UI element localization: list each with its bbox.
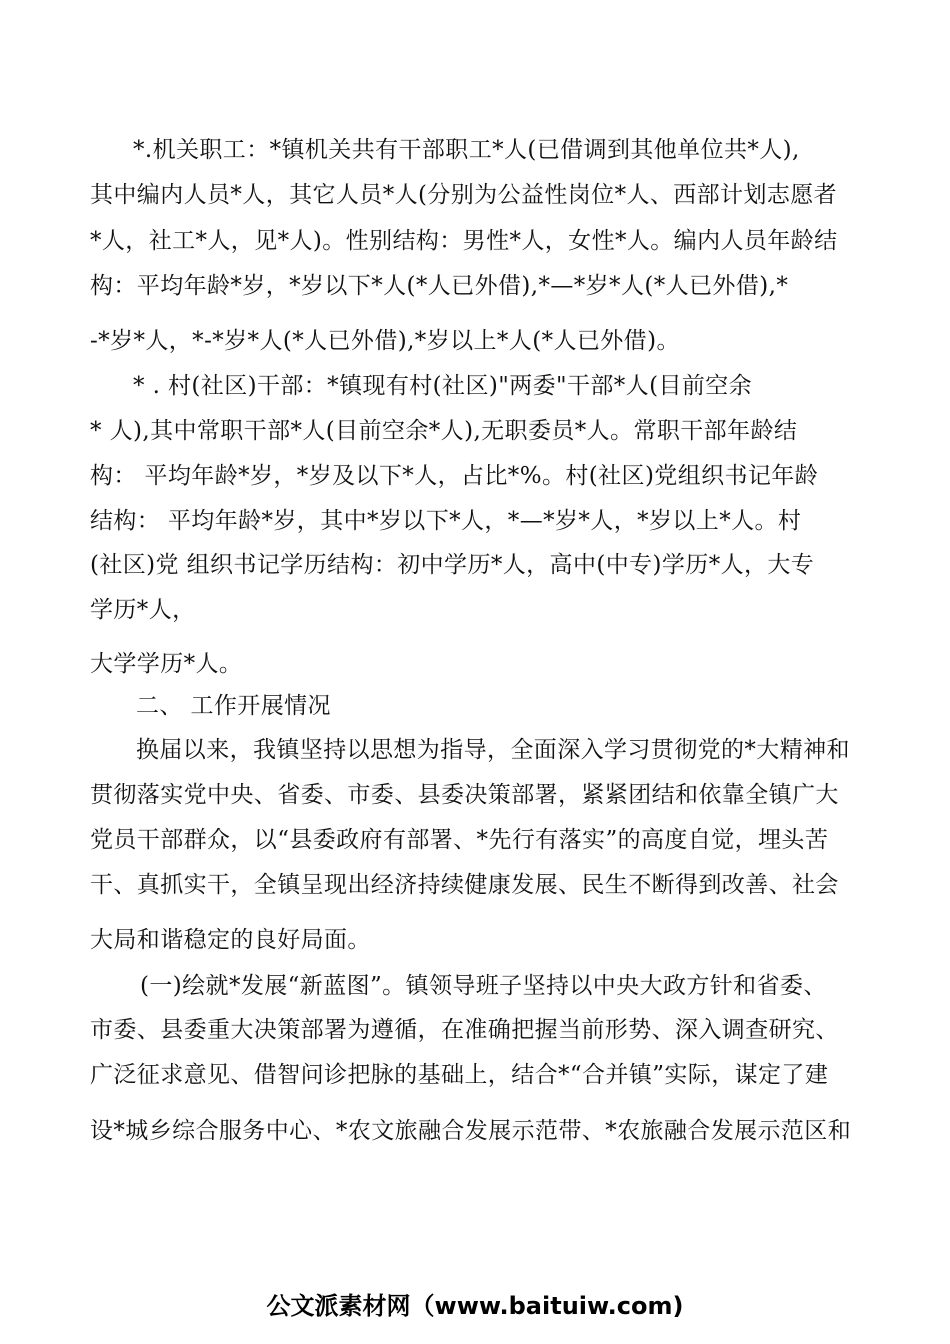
text-line: 大局和谐稳定的良好局面。	[90, 927, 371, 953]
text-line: *人，社工*人，见*人)。性别结构：男性*人，女性*人。编内人员年龄结	[90, 228, 838, 254]
text-line: 市委、县委重大决策部署为遵循，在准确把握当前形势、深入调查研究、	[90, 1017, 839, 1043]
text-line: 党员干部群众，以“县委政府有部署、*先行有落实”的高度自觉，埋头苦	[90, 827, 829, 853]
text-line: 其中编内人员*人，其它人员*人(分别为公益性岗位*人、西部计划志愿者	[90, 182, 838, 208]
text-line: * . 村(社区)干部：*镇现有村(社区)"两委"干部*人(目前空余	[133, 373, 753, 399]
text-line: 结构： 平均年龄*岁，其中*岁以下*人，*—*岁*人，*岁以上*人。村	[90, 508, 802, 534]
text-line: 广泛征求意见、借智问诊把脉的基础上，结合*“合并镇”实际，谋定了建	[90, 1062, 829, 1088]
text-line: 贯彻落实党中央、省委、市委、县委决策部署，紧紧团结和依靠全镇广大	[90, 782, 839, 808]
text-line: 换届以来，我镇坚持以思想为指导，全面深入学习贯彻党的*大精神和	[136, 737, 850, 763]
text-line: * 人),其中常职干部*人(目前空余*人),无职委员*人。常职干部年龄结	[90, 418, 798, 444]
text-line: *.机关职工：*镇机关共有干部职工*人(已借调到其他单位共*人),	[133, 137, 800, 163]
section-heading: 二、 工作开展情况	[136, 693, 331, 719]
text-line: 构： 平均年龄*岁，*岁及以下*人，占比*%。村(社区)党组织书记年龄	[90, 463, 819, 489]
text-line: 构：平均年龄*岁，*岁以下*人(*人已外借),*—*岁*人(*人已外借),*	[90, 273, 789, 299]
text-line: 干、真抓实干，全镇呈现出经济持续健康发展、民生不断得到改善、社会	[90, 872, 839, 898]
text-line: 学历*人，	[90, 597, 196, 623]
footer-watermark: 公文派素材网（www.baituiw.com)	[266, 1292, 684, 1320]
text-line: 大学学历*人。	[90, 651, 243, 677]
text-line: (社区)党 组织书记学历结构：初中学历*人，高中(中专)学历*人，大专	[90, 552, 815, 578]
text-line: 设*城乡综合服务中心、*农文旅融合发展示范带、*农旅融合发展示范区和	[90, 1118, 852, 1144]
text-line: (一)绘就*发展“新蓝图”。镇领导班子坚持以中央大政方针和省委、	[140, 973, 827, 999]
text-line: -*岁*人，*-*岁*人(*人已外借),*岁以上*人(*人已外借)。	[90, 328, 680, 354]
